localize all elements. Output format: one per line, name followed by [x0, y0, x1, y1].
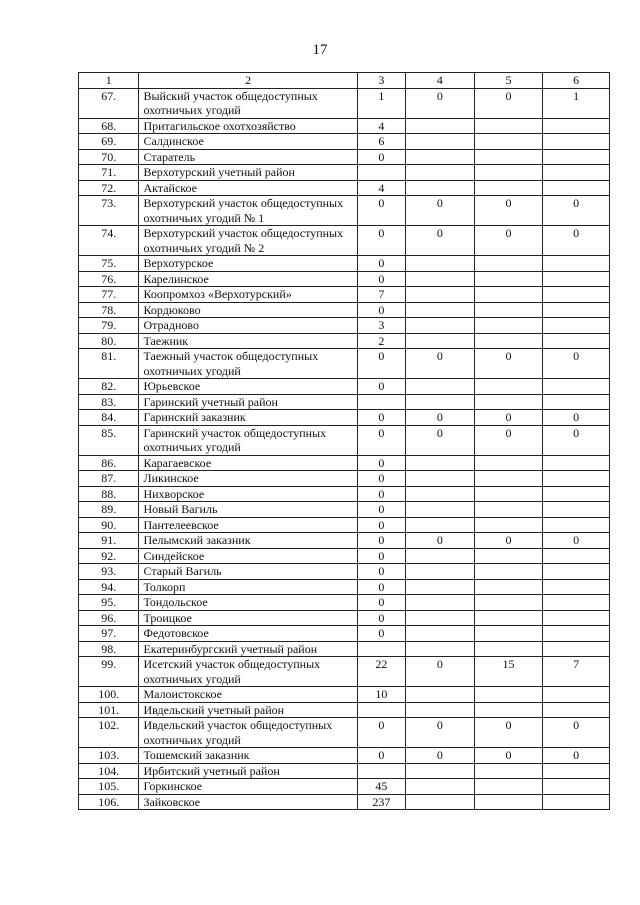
- table-row: [79, 626, 610, 642]
- row-name: Отрадново: [139, 318, 357, 334]
- row-col-6: [543, 165, 610, 181]
- row-col-6: 7: [543, 657, 610, 687]
- row-number: 94.: [79, 579, 139, 595]
- row-col-5: 0: [474, 425, 543, 455]
- row-col-3: 7: [357, 287, 405, 303]
- row-col-5: [474, 486, 543, 502]
- row-col-6: [543, 702, 610, 718]
- header-col-2: 2: [139, 73, 357, 89]
- row-col-6: [543, 379, 610, 395]
- row-col-5: [474, 579, 543, 595]
- row-col-3: 0: [357, 455, 405, 471]
- row-number: 83.: [79, 394, 139, 410]
- row-col-5: [474, 641, 543, 657]
- row-col-5: [474, 502, 543, 518]
- table-row: [79, 763, 610, 779]
- row-col-3: 0: [357, 302, 405, 318]
- table-row: [79, 196, 610, 226]
- row-col-6: [543, 180, 610, 196]
- row-name: Синдейское: [139, 548, 357, 564]
- row-name: Салдинское: [139, 134, 357, 150]
- row-number: 104.: [79, 763, 139, 779]
- row-col-5: [474, 564, 543, 580]
- row-name: Старый Вагиль: [139, 564, 357, 580]
- row-col-6: 0: [543, 226, 610, 256]
- row-name: Зайковское: [139, 794, 357, 810]
- row-col-4: 0: [405, 657, 474, 687]
- row-name: Гаринский участок общедоступных охотничьих угодий: [139, 425, 357, 455]
- table-row: [79, 517, 610, 533]
- table-row: [79, 610, 610, 626]
- table-row: [79, 165, 610, 181]
- row-col-4: [405, 702, 474, 718]
- row-col-3: 0: [357, 595, 405, 611]
- row-col-4: [405, 610, 474, 626]
- table-row: [79, 718, 610, 748]
- row-col-5: [474, 517, 543, 533]
- row-number: 86.: [79, 455, 139, 471]
- table-row: [79, 88, 610, 118]
- row-col-3: 0: [357, 610, 405, 626]
- row-col-3: 10: [357, 687, 405, 703]
- table-row: [79, 548, 610, 564]
- row-col-6: [543, 610, 610, 626]
- row-number: 103.: [79, 748, 139, 764]
- row-number: 90.: [79, 517, 139, 533]
- row-name: Верхотурское: [139, 256, 357, 272]
- row-col-6: 0: [543, 410, 610, 426]
- row-col-5: 0: [474, 349, 543, 379]
- row-col-6: [543, 134, 610, 150]
- row-number: 105.: [79, 779, 139, 795]
- row-number: 77.: [79, 287, 139, 303]
- row-col-6: 0: [543, 533, 610, 549]
- table-header-row: [79, 73, 610, 89]
- row-col-5: [474, 626, 543, 642]
- row-col-3: 3: [357, 318, 405, 334]
- row-number: 106.: [79, 794, 139, 810]
- row-col-4: [405, 548, 474, 564]
- row-col-6: [543, 394, 610, 410]
- row-col-6: 0: [543, 425, 610, 455]
- row-col-5: [474, 180, 543, 196]
- row-col-6: 0: [543, 196, 610, 226]
- row-number: 76.: [79, 271, 139, 287]
- table-row: [79, 226, 610, 256]
- row-col-5: 0: [474, 718, 543, 748]
- row-col-5: [474, 548, 543, 564]
- row-col-5: [474, 794, 543, 810]
- row-col-5: [474, 118, 543, 134]
- row-col-3: 2: [357, 333, 405, 349]
- header-col-6: 6: [543, 73, 610, 89]
- row-col-6: [543, 641, 610, 657]
- row-col-3: 0: [357, 564, 405, 580]
- row-col-3: [357, 763, 405, 779]
- table-row: [79, 533, 610, 549]
- row-number: 72.: [79, 180, 139, 196]
- row-col-3: 0: [357, 226, 405, 256]
- row-number: 91.: [79, 533, 139, 549]
- row-col-6: [543, 763, 610, 779]
- table-row: [79, 502, 610, 518]
- row-name: Верхотурский участок общедоступных охотничьих угодий № 1: [139, 196, 357, 226]
- row-col-5: [474, 702, 543, 718]
- table-row: [79, 271, 610, 287]
- row-name: Малоистокское: [139, 687, 357, 703]
- row-col-4: 0: [405, 533, 474, 549]
- table-row: [79, 256, 610, 272]
- row-number: 67.: [79, 88, 139, 118]
- row-name: Кордюково: [139, 302, 357, 318]
- row-col-3: 0: [357, 425, 405, 455]
- row-col-4: [405, 779, 474, 795]
- row-col-4: [405, 165, 474, 181]
- header-col-4: 4: [405, 73, 474, 89]
- table-row: [79, 118, 610, 134]
- row-col-4: 0: [405, 410, 474, 426]
- row-col-5: [474, 134, 543, 150]
- row-name: Новый Вагиль: [139, 502, 357, 518]
- row-col-5: [474, 165, 543, 181]
- row-name: Юрьевское: [139, 379, 357, 395]
- table-row: [79, 595, 610, 611]
- row-name: Ликинское: [139, 471, 357, 487]
- row-col-4: [405, 641, 474, 657]
- row-number: 95.: [79, 595, 139, 611]
- row-col-3: 0: [357, 410, 405, 426]
- table-row: [79, 349, 610, 379]
- row-col-5: [474, 595, 543, 611]
- row-col-4: [405, 564, 474, 580]
- table-row: [79, 794, 610, 810]
- row-col-3: 6: [357, 134, 405, 150]
- row-col-4: [405, 794, 474, 810]
- row-col-3: 0: [357, 718, 405, 748]
- row-col-5: [474, 271, 543, 287]
- row-col-5: 0: [474, 410, 543, 426]
- row-name: Екатеринбургский учетный район: [139, 641, 357, 657]
- row-name: Старатель: [139, 149, 357, 165]
- row-col-3: 0: [357, 579, 405, 595]
- table-row: [79, 333, 610, 349]
- row-col-5: [474, 687, 543, 703]
- row-col-6: [543, 256, 610, 272]
- row-col-3: 0: [357, 196, 405, 226]
- row-col-3: 0: [357, 471, 405, 487]
- row-name: Исетский участок общедоступных охотничьих угодий: [139, 657, 357, 687]
- row-col-3: 4: [357, 118, 405, 134]
- row-name: Троицкое: [139, 610, 357, 626]
- header-col-3: 3: [357, 73, 405, 89]
- row-col-5: 0: [474, 88, 543, 118]
- row-col-4: 0: [405, 88, 474, 118]
- row-col-6: [543, 333, 610, 349]
- row-number: 75.: [79, 256, 139, 272]
- table-row: [79, 302, 610, 318]
- row-col-4: 0: [405, 349, 474, 379]
- row-col-5: 0: [474, 196, 543, 226]
- header-col-5: 5: [474, 73, 543, 89]
- table-row: [79, 425, 610, 455]
- row-name: Таежный участок общедоступных охотничьих угодий: [139, 349, 357, 379]
- row-col-5: [474, 149, 543, 165]
- row-name: Тошемский заказник: [139, 748, 357, 764]
- table-row: [79, 779, 610, 795]
- table-row: [79, 455, 610, 471]
- table-row: [79, 579, 610, 595]
- row-name: Актайское: [139, 180, 357, 196]
- row-col-4: [405, 134, 474, 150]
- row-col-5: 0: [474, 748, 543, 764]
- row-col-4: [405, 287, 474, 303]
- row-name: Пантелеевское: [139, 517, 357, 533]
- row-col-5: [474, 763, 543, 779]
- row-col-4: [405, 318, 474, 334]
- row-name: Карелинское: [139, 271, 357, 287]
- header-col-1: 1: [79, 73, 139, 89]
- row-number: 92.: [79, 548, 139, 564]
- row-col-4: [405, 486, 474, 502]
- row-col-3: 0: [357, 517, 405, 533]
- row-col-3: [357, 394, 405, 410]
- page-number: 17: [312, 42, 328, 58]
- row-col-4: [405, 579, 474, 595]
- row-number: 79.: [79, 318, 139, 334]
- row-name: Притагильское охотхозяйство: [139, 118, 357, 134]
- row-number: 81.: [79, 349, 139, 379]
- row-col-4: [405, 626, 474, 642]
- row-name: Гаринский учетный район: [139, 394, 357, 410]
- row-name: Верхотурский участок общедоступных охотничьих угодий № 2: [139, 226, 357, 256]
- row-number: 96.: [79, 610, 139, 626]
- row-col-3: 4: [357, 180, 405, 196]
- row-name: Ивдельский учетный район: [139, 702, 357, 718]
- row-col-3: 1: [357, 88, 405, 118]
- row-col-4: [405, 118, 474, 134]
- row-col-5: [474, 287, 543, 303]
- row-name: Толкорп: [139, 579, 357, 595]
- row-col-4: 0: [405, 196, 474, 226]
- table-row: [79, 180, 610, 196]
- row-col-6: [543, 318, 610, 334]
- row-number: 99.: [79, 657, 139, 687]
- row-col-3: 0: [357, 379, 405, 395]
- table-row: [79, 134, 610, 150]
- row-name: Карагаевское: [139, 455, 357, 471]
- row-col-3: 0: [357, 548, 405, 564]
- table-row: [79, 149, 610, 165]
- row-col-3: 0: [357, 349, 405, 379]
- row-col-3: 0: [357, 256, 405, 272]
- row-col-4: [405, 379, 474, 395]
- row-col-3: 0: [357, 748, 405, 764]
- row-col-5: [474, 394, 543, 410]
- table-row: [79, 641, 610, 657]
- row-number: 74.: [79, 226, 139, 256]
- row-col-4: [405, 180, 474, 196]
- row-number: 73.: [79, 196, 139, 226]
- row-col-4: [405, 763, 474, 779]
- table-row: [79, 394, 610, 410]
- row-number: 97.: [79, 626, 139, 642]
- row-col-4: [405, 333, 474, 349]
- row-col-3: 0: [357, 533, 405, 549]
- row-col-3: 22: [357, 657, 405, 687]
- row-col-4: [405, 502, 474, 518]
- row-col-6: [543, 486, 610, 502]
- row-col-6: [543, 118, 610, 134]
- row-number: 82.: [79, 379, 139, 395]
- row-col-5: [474, 256, 543, 272]
- row-col-6: 1: [543, 88, 610, 118]
- row-number: 68.: [79, 118, 139, 134]
- row-col-4: 0: [405, 718, 474, 748]
- row-col-3: 0: [357, 271, 405, 287]
- row-col-4: [405, 271, 474, 287]
- row-col-6: 0: [543, 718, 610, 748]
- row-col-5: [474, 379, 543, 395]
- row-name: Ирбитский учетный район: [139, 763, 357, 779]
- row-number: 88.: [79, 486, 139, 502]
- row-col-4: [405, 455, 474, 471]
- row-col-6: [543, 271, 610, 287]
- table-row: [79, 687, 610, 703]
- row-name: Ивдельский участок общедоступных охотничьих угодий: [139, 718, 357, 748]
- row-number: 100.: [79, 687, 139, 703]
- row-col-4: [405, 302, 474, 318]
- row-col-5: [474, 610, 543, 626]
- row-col-3: [357, 702, 405, 718]
- row-col-4: 0: [405, 748, 474, 764]
- row-col-6: [543, 471, 610, 487]
- table-row: [79, 287, 610, 303]
- row-name: Верхотурский учетный район: [139, 165, 357, 181]
- row-col-5: 15: [474, 657, 543, 687]
- row-col-3: 237: [357, 794, 405, 810]
- row-col-4: 0: [405, 425, 474, 455]
- row-col-6: [543, 517, 610, 533]
- row-col-3: 0: [357, 502, 405, 518]
- table-row: [79, 702, 610, 718]
- row-col-3: 0: [357, 626, 405, 642]
- row-col-5: [474, 318, 543, 334]
- row-col-4: [405, 149, 474, 165]
- row-name: Выйский участок общедоступных охотничьих угодий: [139, 88, 357, 118]
- row-name: Пелымский заказник: [139, 533, 357, 549]
- table-row: [79, 564, 610, 580]
- row-name: Федотовское: [139, 626, 357, 642]
- row-col-3: 0: [357, 149, 405, 165]
- row-name: Нихворское: [139, 486, 357, 502]
- row-col-4: [405, 394, 474, 410]
- row-number: 87.: [79, 471, 139, 487]
- row-col-4: [405, 471, 474, 487]
- row-col-3: [357, 641, 405, 657]
- row-col-6: [543, 794, 610, 810]
- table-row: [79, 471, 610, 487]
- row-number: 78.: [79, 302, 139, 318]
- row-col-6: [543, 595, 610, 611]
- row-col-5: [474, 333, 543, 349]
- row-col-4: [405, 687, 474, 703]
- row-col-4: [405, 595, 474, 611]
- row-col-3: 0: [357, 486, 405, 502]
- row-number: 80.: [79, 333, 139, 349]
- row-col-6: [543, 779, 610, 795]
- row-col-6: [543, 626, 610, 642]
- row-col-6: [543, 149, 610, 165]
- row-col-6: [543, 302, 610, 318]
- row-number: 98.: [79, 641, 139, 657]
- table-row: [79, 657, 610, 687]
- table-row: [79, 486, 610, 502]
- row-number: 70.: [79, 149, 139, 165]
- table-row: [79, 379, 610, 395]
- row-col-6: [543, 687, 610, 703]
- row-name: Коопромхоз «Верхотурский»: [139, 287, 357, 303]
- row-number: 69.: [79, 134, 139, 150]
- row-col-5: [474, 302, 543, 318]
- row-col-6: [543, 502, 610, 518]
- row-col-6: [543, 579, 610, 595]
- row-number: 85.: [79, 425, 139, 455]
- row-col-5: 0: [474, 533, 543, 549]
- row-col-6: [543, 564, 610, 580]
- data-table: [78, 72, 610, 810]
- row-col-5: [474, 779, 543, 795]
- row-col-6: [543, 548, 610, 564]
- row-col-6: [543, 455, 610, 471]
- row-name: Горкинское: [139, 779, 357, 795]
- row-col-4: [405, 517, 474, 533]
- row-col-5: [474, 455, 543, 471]
- row-number: 71.: [79, 165, 139, 181]
- row-number: 89.: [79, 502, 139, 518]
- row-col-5: 0: [474, 226, 543, 256]
- row-col-3: [357, 165, 405, 181]
- row-col-4: 0: [405, 226, 474, 256]
- row-number: 84.: [79, 410, 139, 426]
- table-row: [79, 748, 610, 764]
- row-name: Тондольское: [139, 595, 357, 611]
- row-col-4: [405, 256, 474, 272]
- row-col-3: 45: [357, 779, 405, 795]
- row-col-5: [474, 471, 543, 487]
- row-number: 102.: [79, 718, 139, 748]
- row-col-6: [543, 287, 610, 303]
- row-name: Гаринский заказник: [139, 410, 357, 426]
- table-row: [79, 318, 610, 334]
- table-row: [79, 410, 610, 426]
- row-col-6: 0: [543, 349, 610, 379]
- row-col-6: 0: [543, 748, 610, 764]
- row-number: 93.: [79, 564, 139, 580]
- row-number: 101.: [79, 702, 139, 718]
- row-name: Таежник: [139, 333, 357, 349]
